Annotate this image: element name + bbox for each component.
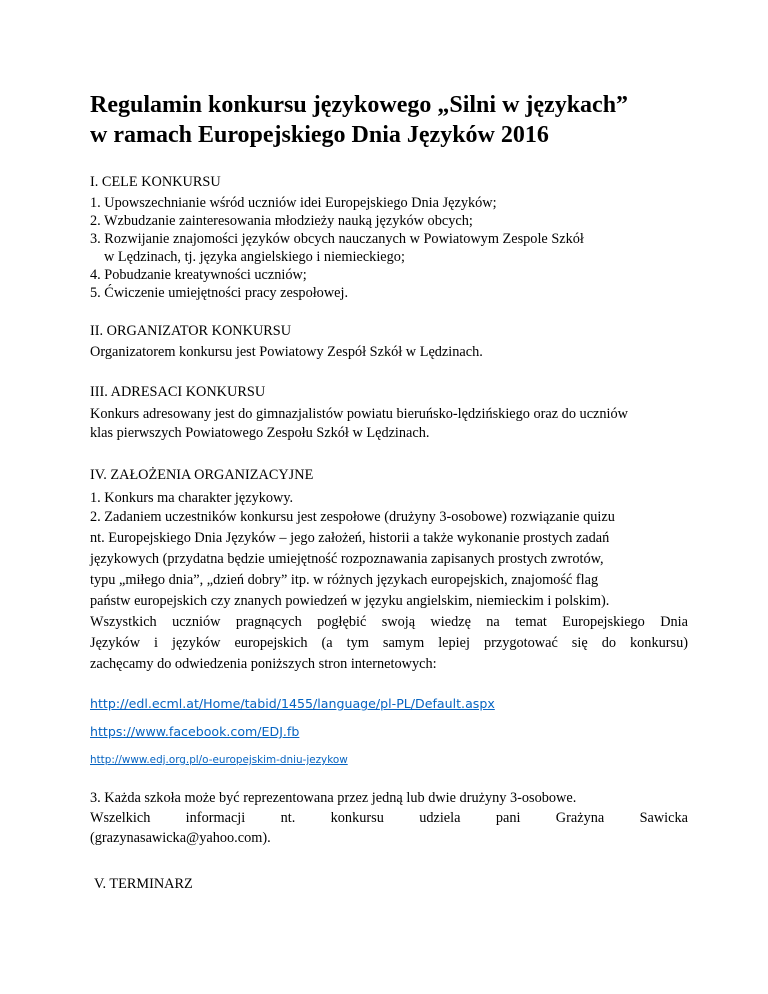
section-3-text-line: Konkurs adresowany jest do gimnazjalistów powiatu bieruńsko-lędzińskiego oraz do uczniów — [90, 406, 628, 422]
section-3-text-line: klas pierwszych Powiatowego Zespołu Szkół w Lędzinach. — [90, 425, 430, 441]
section-4-heading: IV. ZAŁOŻENIA ORGANIZACYJNE — [90, 467, 314, 483]
paragraph-line: zachęcamy do odwiedzenia poniższych stron internetowych: — [90, 656, 437, 672]
paragraph-line: Wszystkich uczniów pragnących pogłębić swoją wiedzę na temat Europejskiego Dnia — [90, 614, 688, 630]
list-item: 3. Rozwijanie znajomości języków obcych nauczanych w Powiatowym Zespole Szkół — [90, 231, 584, 247]
section-1-heading: I. CELE KONKURSU — [90, 174, 221, 190]
list-item: 2. Wzbudzanie zainteresowania młodzieży nauką języków obcych; — [90, 213, 473, 229]
link-facebook-edj[interactable]: https://www.facebook.com/EDJ.fb — [90, 724, 300, 739]
paragraph-line: nt. Europejskiego Dnia Języków – jego założeń, historii a także wykonanie prostych zadań — [90, 530, 610, 546]
list-item: 4. Pobudzanie kreatywności uczniów; — [90, 267, 307, 283]
paragraph-line: językowych (przydatna będzie umiejętność rozpoznawania zapisanych prostych zwrotów, — [90, 551, 604, 567]
paragraph-line: Wszelkich informacji nt. konkursu udziela pani Grażyna Sawicka — [90, 810, 688, 826]
page-title — [90, 90, 730, 150]
title-line-1: Regulamin konkursu językowego „Silni w językach” — [90, 92, 629, 118]
paragraph-line: Języków i języków europejskich (a tym samym lepiej przygotować się do konkursu) — [90, 635, 688, 651]
paragraph-line: 3. Każda szkoła może być reprezentowana przez jedną lub dwie drużyny 3-osobowe. — [90, 790, 577, 806]
link-edj-org[interactable]: http://www.edj.org.pl/o-europejskim-dniu-jezykow — [90, 754, 348, 766]
paragraph-line: państw europejskich czy znanych powiedzeń w języku angielskim, niemieckim i polskim). — [90, 593, 610, 609]
paragraph-line: (grazynasawicka@yahoo.com). — [90, 830, 271, 846]
link-edl-ecml[interactable]: http://edl.ecml.at/Home/tabid/1455/language/pl-PL/Default.aspx — [90, 696, 495, 711]
paragraph-line: 1. Konkurs ma charakter językowy. — [90, 490, 294, 506]
list-item-continuation: w Lędzinach, tj. języka angielskiego i niemieckiego; — [104, 249, 405, 265]
section-3-heading: III. ADRESACI KONKURSU — [90, 384, 266, 400]
list-item: 5. Ćwiczenie umiejętności pracy zespołowej. — [90, 285, 349, 301]
paragraph-line: 2. Zadaniem uczestników konkursu jest zespołowe (drużyny 3-osobowe) rozwiązanie quizu — [90, 509, 615, 525]
section-2-text: Organizatorem konkursu jest Powiatowy Zespół Szkół w Lędzinach. — [90, 344, 483, 360]
title-line-2: w ramach Europejskiego Dnia Języków 2016 — [90, 122, 549, 148]
section-5-heading: V. TERMINARZ — [94, 876, 193, 892]
section-2-heading: II. ORGANIZATOR KONKURSU — [90, 323, 292, 339]
list-item: 1. Upowszechnianie wśród uczniów idei Europejskiego Dnia Języków; — [90, 195, 497, 211]
paragraph-line: typu „miłego dnia”, „dzień dobry” itp. w różnych językach europejskich, znajomość flag — [90, 572, 599, 588]
